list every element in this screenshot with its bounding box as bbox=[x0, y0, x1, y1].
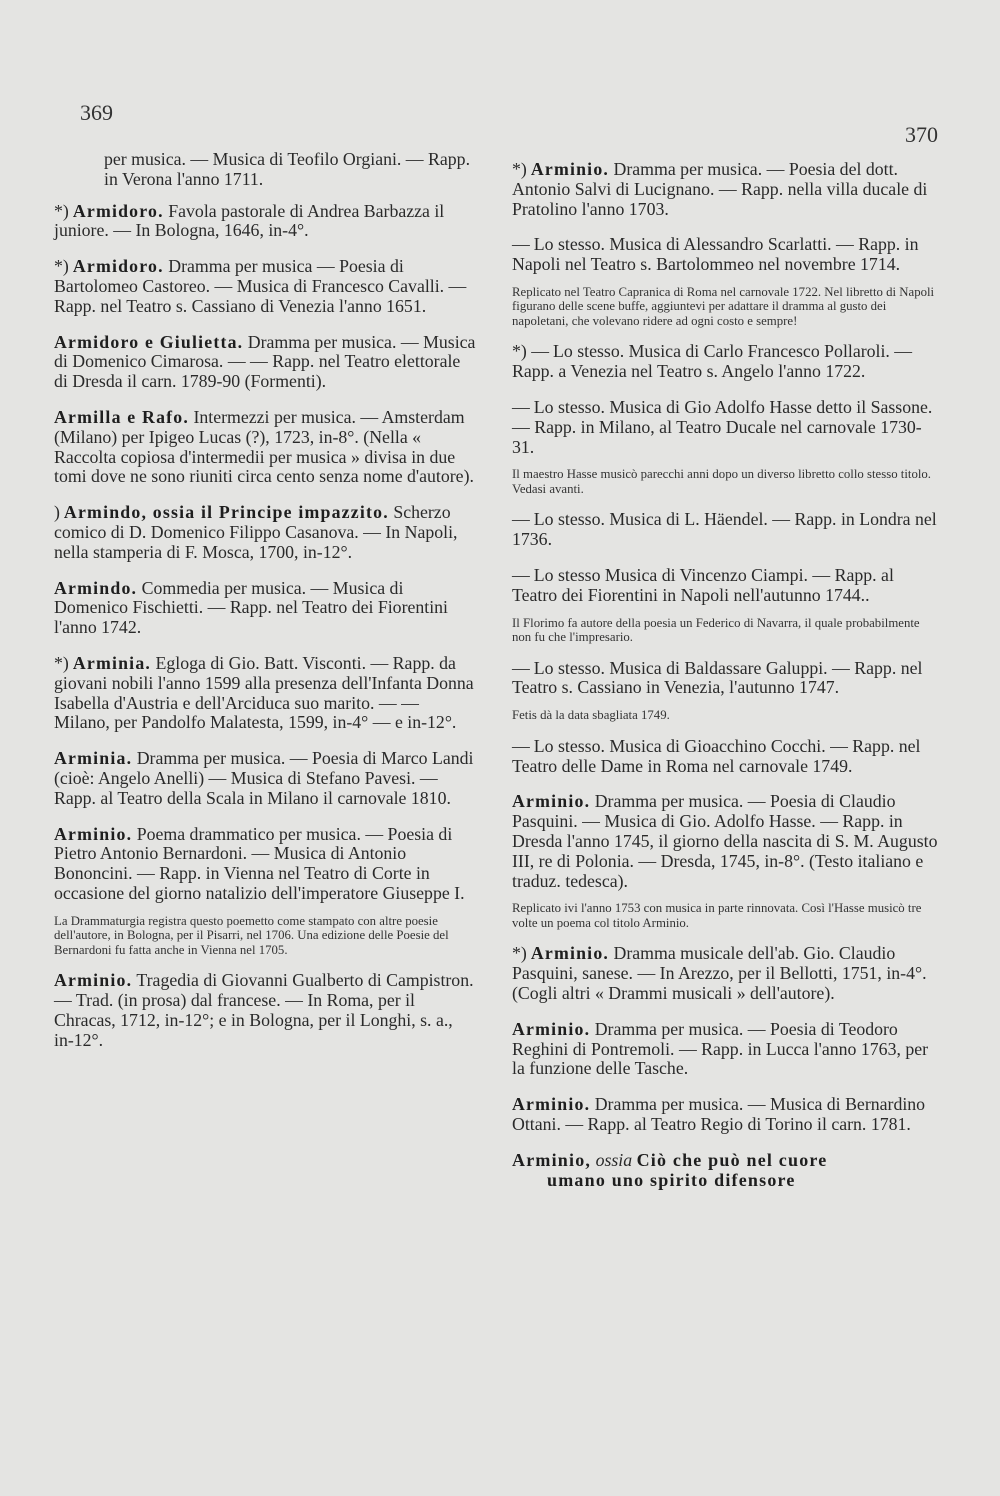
entry-text bbox=[512, 342, 940, 382]
entry-text bbox=[512, 566, 940, 606]
catalog-entry bbox=[54, 654, 476, 733]
entry-body: Dramma per musica. — Musica di Domenico Cimarosa. — — Rapp. nel Teatro elettorale di Dresda il carn. 1789-90 (Formenti). bbox=[54, 331, 476, 392]
entry-text bbox=[512, 737, 940, 777]
catalog-entry bbox=[512, 1095, 940, 1135]
entry-note: Il Florimo fa autore della poesia un Federico di Navarra, il quale probabilmente non fu che l'impresario. bbox=[512, 615, 920, 645]
catalog-entry bbox=[512, 566, 940, 606]
catalog-entry bbox=[54, 825, 476, 904]
entry-text bbox=[512, 1020, 940, 1079]
entry-body: Lo stesso. Musica di Baldassare Galuppi. — Rapp. nel Teatro s. Cassiano in Venezia, l'autunno 1747. bbox=[512, 657, 923, 698]
entry-mark: *) bbox=[512, 943, 527, 964]
entry-body: Dramma per musica. — Poesia di Claudio Pasquini. — Musica di Gio. Adolfo Hasse. — Rapp. in Dresda l'anno 1745, il giorno della nascita di S. M. Augusto III, re di Polonia. — Dresda, 1745, in-8°. (Testo italiano e traduz. tedesca). bbox=[512, 791, 938, 891]
entry-text bbox=[54, 579, 476, 638]
entry-body: Lo stesso. Musica di Carlo Francesco Pollaroli. — Rapp. a Venezia nel Teatro s. Angelo l'anno 1722. bbox=[512, 341, 913, 382]
entry-body: Intermezzi per musica. — Amsterdam (Milano) per Ipigeo Lucas (?), 1723, in-8°. (Nella « Raccolta copiosa d'intermedii per musica » divisa in due tomi dove ne sono riuniti circa cento senza nome d'autore). bbox=[54, 406, 474, 487]
right-column bbox=[512, 160, 940, 1206]
catalog-entry bbox=[54, 202, 476, 242]
catalog-entry bbox=[512, 737, 940, 777]
entry-heading: Armindo, ossia il Principe impazzito. bbox=[63, 502, 389, 523]
right-entries bbox=[512, 160, 940, 1135]
entry-mark: — bbox=[512, 657, 530, 678]
entry-heading: Armindo. bbox=[54, 577, 138, 598]
entry-body: Lo stesso. Musica di Alessandro Scarlatti. — Rapp. in Napoli nel Teatro s. Bartolommeo nel novembre 1714. bbox=[512, 234, 919, 275]
entry-heading: Arminio. bbox=[54, 823, 133, 844]
page-number-right: 370 bbox=[905, 122, 938, 147]
entry-text bbox=[54, 825, 476, 904]
trailing-heading bbox=[512, 1151, 940, 1191]
entry-heading: Arminio. bbox=[512, 791, 591, 812]
entry-body: Commedia per musica. — Musica di Domenico Fischietti. — Rapp. nel Teatro dei Fiorentini l'anno 1742. bbox=[54, 577, 448, 638]
catalog-entry bbox=[54, 749, 476, 808]
entry-mark: *) bbox=[54, 200, 69, 221]
entry-mark: — bbox=[512, 397, 530, 418]
page-number-left: 369 bbox=[80, 100, 113, 125]
entry-text bbox=[54, 408, 476, 487]
entry-heading: Armidoro. bbox=[72, 200, 164, 221]
entry-body: Dramma musicale dell'ab. Gio. Claudio Pasquini, sanese. — In Arezzo, per il Bellotti, 1751, in-4°. (Cogli altri « Drammi musicali » dell'autore). bbox=[512, 943, 927, 1003]
entry-body: Tragedia di Giovanni Gualberto di Campistron. — Trad. (in prosa) dal francese. — In Roma, per il Chracas, 1712, in-12°; e in Bologna, per il Longhi, s. a., in-12°. bbox=[54, 970, 474, 1050]
entry-text bbox=[54, 654, 476, 733]
catalog-entry bbox=[512, 944, 940, 1003]
entry-text bbox=[512, 659, 940, 699]
entry-note: La Drammaturgia registra questo poemetto come stampato con altre poesie dell'autore, in Bologna, per il Pisarri, nel 1706. Una edizione delle Poesie del Bernardoni fu fatta anche in Vienna nel 1705. bbox=[54, 913, 449, 957]
entry-text bbox=[54, 333, 476, 392]
entry-heading: Armidoro e Giulietta. bbox=[54, 331, 244, 352]
catalog-entry bbox=[512, 659, 940, 699]
continuation-text: per musica. — Musica di Teofilo Orgiani. — Rapp. in Verona l'anno 1711. bbox=[104, 149, 471, 189]
entry-body: Dramma per musica. — Poesia del dott. Antonio Salvi di Lucignano. — Rapp. nella villa ducale di Pratolino l'anno 1703. bbox=[512, 159, 928, 219]
entry-text bbox=[512, 510, 940, 550]
left-entries bbox=[54, 202, 476, 1051]
entry-body: Dramma per musica. — Poesia di Teodoro Reghini di Pontremoli. — Rapp. in Lucca l'anno 1763, per la funzione delle Tasche. bbox=[512, 1018, 929, 1079]
entry-body: Egloga di Gio. Batt. Visconti. — Rapp. da giovani nobili l'anno 1599 alla presenza dell'Infanta Donna Isabella d'Austria e dell'Arciduca suo marito. — — Milano, per Pandolfo Malatesta, 1599, in-4° — e in-12°. bbox=[54, 652, 474, 733]
entry-text bbox=[54, 257, 476, 316]
catalog-entry bbox=[54, 408, 476, 487]
catalog-entry bbox=[54, 333, 476, 392]
catalog-entry bbox=[512, 160, 940, 219]
entry-mark: — bbox=[512, 509, 530, 530]
catalog-entry bbox=[54, 971, 476, 1050]
entry-mark: — bbox=[512, 565, 530, 586]
entry-text bbox=[512, 1095, 940, 1135]
entry-body: Lo stesso. Musica di Gioacchino Cocchi. — Rapp. nel Teatro delle Dame in Roma nel carnovale 1749. bbox=[512, 735, 921, 776]
entry-text bbox=[54, 749, 476, 808]
entry-text bbox=[512, 398, 940, 457]
entry-mark: ) bbox=[54, 502, 60, 523]
entry-mark: *) bbox=[54, 652, 69, 673]
entry-body: Favola pastorale di Andrea Barbazza il juniore. — In Bologna, 1646, in-4°. bbox=[54, 200, 445, 241]
catalog-entry bbox=[54, 257, 476, 316]
entry-body: Lo stesso Musica di Vincenzo Ciampi. — Rapp. al Teatro dei Fiorentini in Napoli nell'autunno 1744.. bbox=[512, 565, 894, 605]
entry-mark: *) — bbox=[512, 341, 550, 362]
entry-body: Dramma per musica. — Poesia di Marco Landi (cioè: Angelo Anelli) — Musica di Stefano Pavesi. — Rapp. al Teatro della Scala in Milano il carnovale 1810. bbox=[54, 748, 474, 808]
catalog-entry bbox=[54, 503, 476, 562]
catalog-entry bbox=[512, 235, 940, 275]
entry-heading: Arminio. bbox=[512, 1018, 591, 1039]
entry-heading: Arminio. bbox=[512, 1094, 591, 1115]
entry-text bbox=[512, 944, 940, 1003]
entry-note: Replicato ivi l'anno 1753 con musica in parte rinnovata. Così l'Hasse musicò tre volte un poema col titolo Arminio. bbox=[512, 901, 922, 930]
tail-head-b: Ciò che può nel cuore bbox=[636, 1149, 828, 1170]
tail-head-c: umano uno spirito difensore bbox=[547, 1169, 796, 1190]
catalog-entry bbox=[512, 510, 940, 550]
entry-heading: Arminia. bbox=[54, 748, 133, 769]
entry-note: Il maestro Hasse musicò parecchi anni dopo un diverso libretto collo stesso titolo. Vedasi avanti. bbox=[512, 467, 932, 496]
entry-text bbox=[54, 202, 476, 242]
tail-head-a: Arminio, bbox=[512, 1149, 592, 1170]
entry-note: Fetis dà la data sbagliata 1749. bbox=[512, 708, 670, 723]
entry-mark: *) bbox=[54, 256, 69, 277]
tail-ossia: ossia bbox=[595, 1149, 633, 1170]
catalog-entry bbox=[512, 398, 940, 457]
catalog-entry bbox=[54, 579, 476, 638]
entry-mark: — bbox=[512, 234, 530, 255]
entry-body: Lo stesso. Musica di Gio Adolfo Hasse detto il Sassone. — Rapp. in Milano, al Teatro Ducale nel carnovale 1730-31. bbox=[512, 397, 933, 457]
entry-text bbox=[512, 235, 940, 275]
entry-text bbox=[512, 792, 940, 891]
entry-note: Replicato nel Teatro Capranica di Roma nel carnovale 1722. Nel libretto di Napoli figurano delle scene buffe, aggiuntevi per adattare il dramma al gusto dei napoletani, che volevano ridere ad ogni costo e sempre! bbox=[512, 284, 935, 328]
entry-body: Lo stesso. Musica di L. Häendel. — Rapp. in Londra nel 1736. bbox=[512, 509, 937, 550]
catalog-entry bbox=[512, 1020, 940, 1079]
entry-heading: Armilla e Rafo. bbox=[54, 406, 190, 427]
entry-heading: Arminio. bbox=[530, 159, 610, 179]
entry-heading: Armidoro. bbox=[72, 256, 164, 277]
entry-body: Dramma per musica. — Musica di Bernardino Ottani. — Rapp. al Teatro Regio di Torino il carn. 1781. bbox=[512, 1094, 926, 1134]
entry-text bbox=[512, 160, 940, 219]
entry-heading: Arminio. bbox=[54, 970, 133, 991]
entry-body: Poema drammatico per musica. — Poesia di Pietro Antonio Bernardoni. — Musica di Antonio Bononcini. — Rapp. in Vienna nel Teatro di Corte in occasione del giorno natalizio dell'imperatore Giuseppe I. bbox=[54, 823, 465, 903]
entry-heading: Arminio. bbox=[530, 943, 610, 964]
entry-text bbox=[54, 503, 476, 562]
catalog-entry bbox=[512, 792, 940, 891]
entry-mark: *) bbox=[512, 159, 527, 179]
entry-heading: Arminia. bbox=[72, 652, 152, 673]
entry-mark: — bbox=[512, 735, 530, 756]
entry-body: Dramma per musica — Poesia di Bartolomeo Castoreo. — Musica di Francesco Cavalli. — Rapp. nel Teatro s. Cassiano di Venezia l'anno 1651. bbox=[54, 256, 467, 316]
left-column bbox=[54, 150, 476, 1066]
entry-text bbox=[54, 971, 476, 1050]
catalog-entry bbox=[512, 342, 940, 382]
entry-body: Scherzo comico di D. Domenico Filippo Casanova. — In Napoli, nella stamperia di F. Mosca, 1700, in-12°. bbox=[54, 502, 458, 562]
